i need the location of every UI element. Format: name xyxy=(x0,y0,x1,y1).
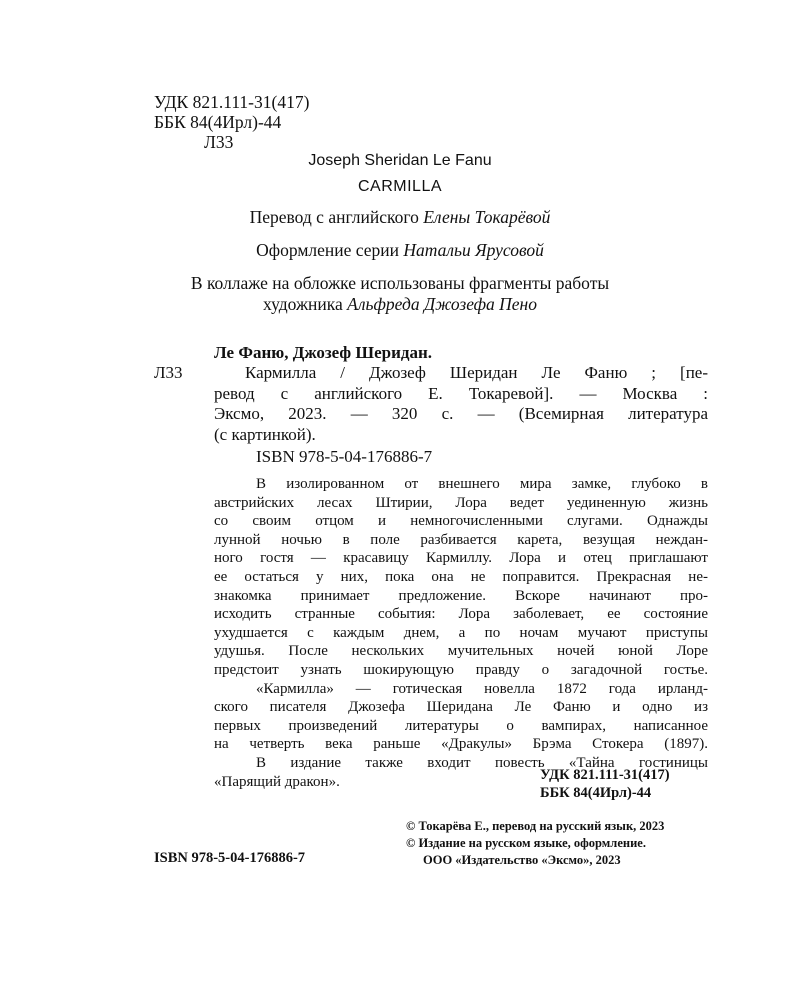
bib-line: Кармилла / Джозеф Шеридан Ле Фаню ; [пе- xyxy=(245,363,708,382)
bib-sign: Л33 xyxy=(154,363,183,382)
annotation-line: В изолированном от внешнего мира замке, глубоко в xyxy=(256,476,708,492)
copyright-translation: © Токарёва Е., перевод на русский язык, 2023 xyxy=(406,819,665,833)
artist-name: Альфреда Джозефа Пено xyxy=(347,294,537,314)
annotation-line: ухудшается с каждым днем, а по ночам мучают приступы xyxy=(214,624,708,641)
translation-prefix: Перевод с английского xyxy=(249,207,419,227)
copyright-edition: © Издание на русском языке, оформление. xyxy=(406,836,646,850)
original-author: Joseph Sheridan Le Fanu xyxy=(308,152,492,169)
annotation-line: на четверть века раньше «Дракулы» Брэма Стокера (1897). xyxy=(214,736,708,753)
collage-credit-line1: В коллаже на обложке использованы фрагменты работы xyxy=(190,273,610,293)
isbn-bottom: ISBN 978-5-04-176886-7 xyxy=(154,850,306,866)
design-prefix: Оформление серии xyxy=(256,240,400,260)
bbk-code: ББК 84(4Ирл)-44 xyxy=(154,112,282,132)
annotation xyxy=(214,475,708,791)
bib-description xyxy=(214,363,708,445)
designer-name: Натальи Ярусовой xyxy=(403,240,544,260)
bib-isbn: ISBN 978-5-04-176886-7 xyxy=(256,447,433,466)
annotation-line: австрийских лесах Штирии, Лора ведет уединенную жизнь xyxy=(214,494,708,511)
collage-credit-line2 xyxy=(0,294,800,315)
annotation-line: ского писателя Джозефа Шеридана Ле Фаню и одно из xyxy=(214,699,708,716)
annotation-line: ного гостя — красавицу Кармиллу. Лора и отец приглашают xyxy=(214,550,708,567)
annotation-line: «Парящий дракон». xyxy=(214,773,340,790)
udk-code-bottom: УДК 821.111-31(417) xyxy=(540,767,670,783)
bib-author-heading: Ле Фаню, Джозеф Шеридан. xyxy=(214,343,433,362)
original-title: CARMILLA xyxy=(357,178,443,195)
annotation-line: предстоит узнать шокирующую правду о загадочной гостье. xyxy=(214,661,708,678)
bib-line: Эксмо, 2023. — 320 с. — (Всемирная литература xyxy=(214,404,708,423)
bib-line: (с картинкой). xyxy=(214,424,316,444)
annotation-line: первых произведений литературы о вампирах, написанное xyxy=(214,717,708,734)
annotation-line: «Кармилла» — готическая новелла 1872 года ирланд- xyxy=(256,680,708,697)
translation-credit xyxy=(0,207,800,228)
annotation-line: исходить странные события: Лора заболевает, ее состояние xyxy=(214,606,708,623)
bbk-code-bottom: ББК 84(4Ирл)-44 xyxy=(540,785,652,801)
annotation-line: В издание также входит повесть «Тайна гостиницы xyxy=(256,754,708,771)
annotation-line: удушья. После нескольких мучительных ночей юной Лоре xyxy=(214,643,708,660)
translator-name: Елены Токарёвой xyxy=(423,207,551,227)
design-credit xyxy=(0,240,800,261)
annotation-line: со своим отцом и немногочисленными слугами. Однажды xyxy=(214,513,708,530)
bib-line: ревод с английского Е. Токаревой]. — Москва : xyxy=(214,383,708,403)
annotation-line: лунной ночью в поле разбивается карета, везущая неждан- xyxy=(214,531,708,548)
copyright-publisher: ООО «Издательство «Эксмо», 2023 xyxy=(423,853,621,867)
annotation-line: знакомка принимает предложение. Вскоре начинают про- xyxy=(214,587,708,604)
udk-code: УДК 821.111-31(417) xyxy=(154,92,310,112)
collage-prefix: художника xyxy=(263,294,343,314)
annotation-line: ее остаться у них, пока она не поправится. Прекрасная не- xyxy=(214,568,708,585)
author-sign-top: Л33 xyxy=(204,132,234,152)
